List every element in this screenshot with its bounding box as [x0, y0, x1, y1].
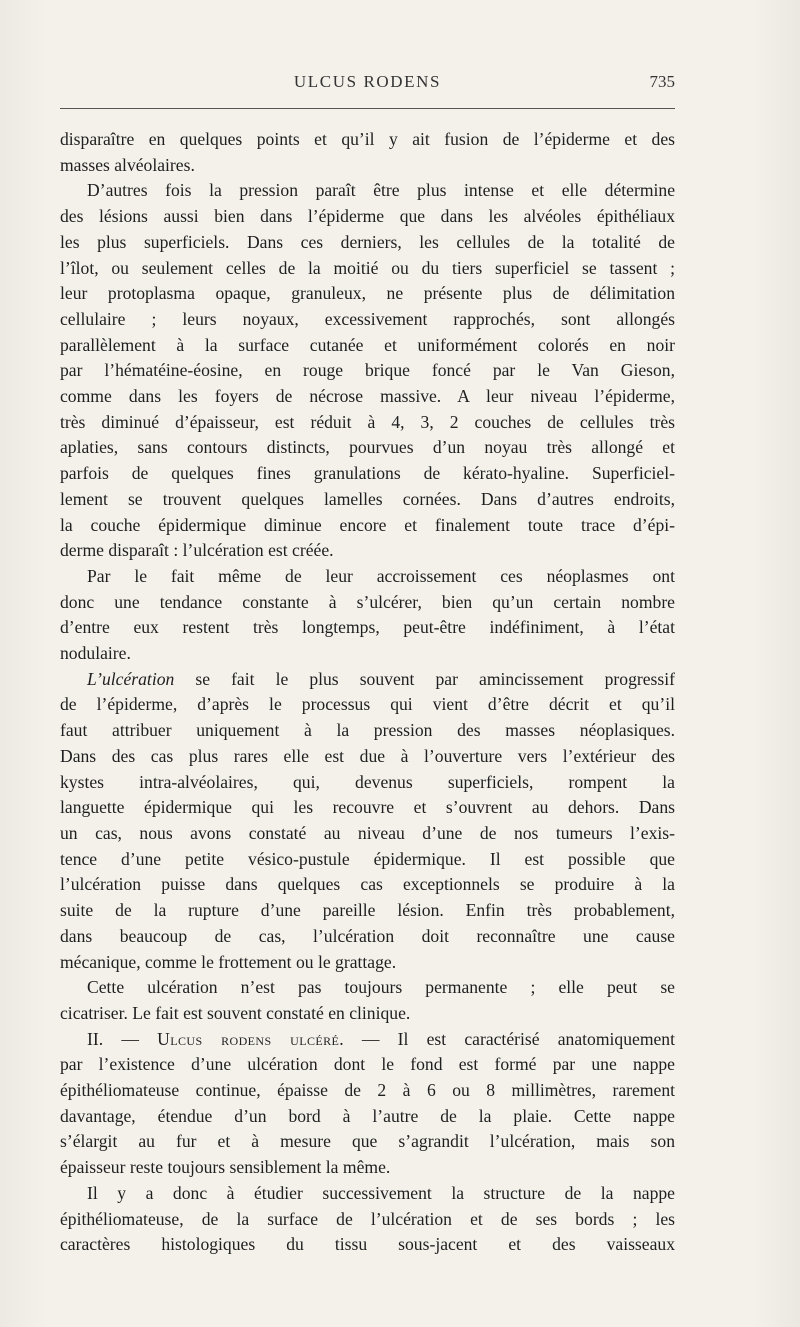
text-line: cellulaire ; leurs noyaux, excessivement rapprochés, sont allongés	[60, 308, 675, 329]
text-line: Il y a donc à étudier successivement la structure de la nappe	[87, 1182, 675, 1203]
text-line: Dans des cas plus rares elle est due à l’ouverture vers l’extérieur des	[60, 745, 675, 766]
text-line: disparaître en quelques points et qu’il y ait fusion de l’épiderme et des	[60, 129, 675, 149]
text-line: Cette ulcération n’est pas toujours permanente ; elle peut se	[87, 977, 675, 998]
text-line: davantage, étendue d’un bord à l’autre de la plaie. Cette nappe	[60, 1105, 675, 1126]
text-line: mécanique, comme le frottement ou le grattage.	[60, 951, 397, 972]
text-line: l’îlot, ou seulement celles de la moitié ou du tiers superficiel se tassent ;	[60, 257, 675, 278]
text-line: Par le fait même de leur accroissement ces néoplasmes ont	[87, 565, 675, 586]
section-number: II. —	[87, 1028, 158, 1049]
text-line: kystes intra-alvéolaires, qui, devenus superficiels, rompent la	[60, 771, 675, 792]
text-line: d’entre eux restent très longtemps, peut-être indéfiniment, à l’état	[60, 617, 675, 638]
text-line: faut attribuer uniquement à la pression des masses néoplasiques.	[60, 720, 675, 741]
text-line: derme disparaît : l’ulcération est créée.	[60, 540, 334, 561]
page-header	[60, 72, 675, 102]
text-line: tence d’une petite vésico-pustule épidermique. Il est possible que	[60, 848, 675, 869]
text-line: masses alvéolaires.	[60, 154, 195, 175]
text-line: lement se trouvent quelques lamelles cornées. Dans d’autres endroits,	[60, 488, 675, 509]
text-line: la couche épidermique diminue encore et finalement toute trace d’épi-	[60, 514, 675, 535]
text-line: épithéliomateuse continue, épaisse de 2 à 6 ou 8 millimètres, rarement	[60, 1080, 675, 1101]
text-line: un cas, nous avons constaté au niveau d’une de nos tumeurs l’exis-	[60, 822, 675, 843]
text-line: très diminué d’épaisseur, est réduit à 4, 3, 2 couches de cellules très	[60, 411, 675, 432]
text-line	[60, 667, 675, 693]
running-title: ULCUS RODENS	[293, 72, 442, 91]
text-line: des lésions aussi bien dans l’épiderme que dans les alvéoles épithéliaux	[60, 206, 675, 227]
text-line: l’ulcération puisse dans quelques cas exceptionnels se produire à la	[60, 874, 675, 895]
italic-term: L’ulcération	[87, 668, 175, 689]
text-line: donc une tendance constante à s’ulcérer, bien qu’un certain nombre	[60, 591, 675, 612]
text-line: D’autres fois la pression paraît être plus intense et elle détermine	[87, 180, 675, 201]
text-line: comme dans les foyers de nécrose massive. A leur niveau l’épiderme,	[60, 386, 675, 407]
text-fragment: se fait le plus souvent par amincissement progressif	[174, 668, 675, 689]
text-line: s’élargit au fur et à mesure que s’agrandit l’ulcération, mais son	[60, 1131, 675, 1152]
text-line: par l’hématéine-éosine, en rouge brique foncé par le Van Gieson,	[60, 360, 675, 381]
text-fragment: . — Il est caractérisé anatomiquement	[339, 1028, 675, 1049]
text-line: les plus superficiels. Dans ces derniers, les cellules de la totalité de	[60, 231, 675, 252]
text-line: par l’existence d’une ulcération dont le fond est formé par une nappe	[60, 1054, 675, 1075]
section-heading-line	[60, 1027, 675, 1053]
text-line: leur protoplasma opaque, granuleux, ne présente plus de délimitation	[60, 283, 675, 304]
body-text	[60, 127, 675, 1258]
text-line: cicatriser. Le fait est souvent constaté en clinique.	[60, 1002, 411, 1023]
text-line: nodulaire.	[60, 643, 131, 664]
text-line: languette épidermique qui les recouvre et s’ouvrent au dehors. Dans	[60, 797, 675, 818]
text-line: parfois de quelques fines granulations de kérato-hyaline. Superficiel-	[60, 463, 675, 484]
text-line: de l’épiderme, d’après le processus qui vient d’être décrit et qu’il	[60, 694, 675, 715]
text-line: dans beaucoup de cas, l’ulcération doit reconnaître une cause	[60, 925, 675, 946]
section-title: Ulcus rodens ulcéré	[157, 1028, 340, 1049]
text-line: aplaties, sans contours distincts, pourvues d’un noyau très allongé et	[60, 437, 675, 458]
text-line: parallèlement à la surface cutanée et uniformément colorés en noir	[60, 334, 675, 355]
text-line: suite de la rupture d’une pareille lésion. Enfin très probablement,	[60, 900, 675, 921]
page-number: 735	[649, 72, 675, 91]
text-line: épithéliomateuse, de la surface de l’ulcération et de ses bords ; les	[60, 1208, 675, 1229]
text-line: épaisseur reste toujours sensiblement la même.	[60, 1157, 391, 1178]
text-line: caractères histologiques du tissu sous-jacent et des vaisseaux	[60, 1234, 675, 1255]
header-rule	[60, 108, 675, 109]
